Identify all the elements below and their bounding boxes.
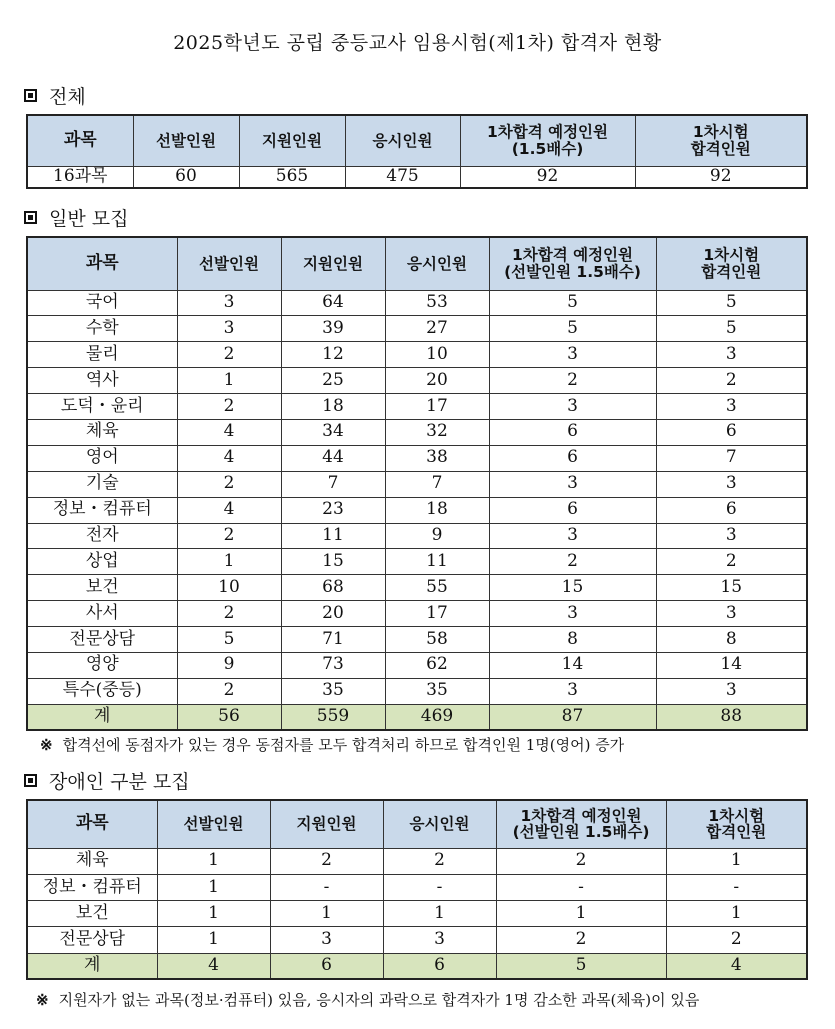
value-cell: 71 xyxy=(281,627,385,653)
column-header: 지원인원 xyxy=(281,237,385,290)
value-cell: 3 xyxy=(270,927,383,953)
reference-mark: ※ xyxy=(40,736,53,754)
value-cell: 5 xyxy=(656,316,807,342)
value-cell: 2 xyxy=(177,394,281,420)
table-row xyxy=(27,471,807,497)
table-row xyxy=(27,497,807,523)
value-cell: 15 xyxy=(281,549,385,575)
subject-cell: 체육 xyxy=(27,848,157,874)
footnote-text: 지원자가 없는 과목(정보·컴퓨터) 있음, 응시자의 과락으로 합격자가 1명 감소한 과목(체육)이 있음 xyxy=(58,991,700,1009)
value-cell: 39 xyxy=(281,316,385,342)
value-cell: 88 xyxy=(656,704,807,730)
subject-cell: 기술 xyxy=(27,471,177,497)
column-header: 응시인원 xyxy=(385,237,489,290)
section-heading-overall xyxy=(24,82,86,109)
value-cell: 18 xyxy=(385,497,489,523)
general-recruitment-table xyxy=(26,236,808,731)
value-cell: 7 xyxy=(385,471,489,497)
value-cell: 9 xyxy=(385,523,489,549)
value-cell: 2 xyxy=(177,342,281,368)
value-cell: 2 xyxy=(177,678,281,704)
value-cell: 5 xyxy=(496,953,666,979)
value-cell: 3 xyxy=(656,394,807,420)
value-cell: 6 xyxy=(489,497,656,523)
value-cell: 10 xyxy=(385,342,489,368)
value-cell: 18 xyxy=(281,394,385,420)
value-cell: 8 xyxy=(489,627,656,653)
value-cell: 4 xyxy=(177,419,281,445)
value-cell: 2 xyxy=(656,549,807,575)
value-cell: 3 xyxy=(489,342,656,368)
subject-cell: 국어 xyxy=(27,290,177,316)
column-header: 선발인원 xyxy=(177,237,281,290)
value-cell: 2 xyxy=(496,848,666,874)
value-cell: 3 xyxy=(177,290,281,316)
value-cell: 2 xyxy=(383,848,496,874)
section-title: 일반 모집 xyxy=(49,208,129,230)
table-row xyxy=(27,419,807,445)
value-cell: 1 xyxy=(157,927,270,953)
value-cell: 1 xyxy=(270,901,383,927)
section-heading-disabled xyxy=(24,767,190,794)
value-cell: 53 xyxy=(385,290,489,316)
column-header: 1차합격 예정인원 (1.5배수) xyxy=(460,115,635,166)
table-row xyxy=(27,342,807,368)
value-cell: 4 xyxy=(157,953,270,979)
column-header: 1차합격 예정인원 (선발인원 1.5배수) xyxy=(496,800,666,848)
value-cell: 1 xyxy=(383,901,496,927)
subject-cell: 계 xyxy=(27,704,177,730)
column-header: 응시인원 xyxy=(345,115,460,166)
value-cell: 4 xyxy=(177,445,281,471)
table-row xyxy=(27,549,807,575)
value-cell: 3 xyxy=(656,601,807,627)
value-cell: 68 xyxy=(281,575,385,601)
value-cell: 32 xyxy=(385,419,489,445)
value-cell: 3 xyxy=(489,394,656,420)
table-row xyxy=(27,523,807,549)
table-row xyxy=(27,901,807,927)
value-cell: 1 xyxy=(666,848,807,874)
value-cell: 10 xyxy=(177,575,281,601)
value-cell: 6 xyxy=(489,419,656,445)
value-cell: 2 xyxy=(177,471,281,497)
value-cell: 565 xyxy=(239,166,345,188)
value-cell: 55 xyxy=(385,575,489,601)
value-cell: 4 xyxy=(666,953,807,979)
value-cell: 1 xyxy=(157,848,270,874)
value-cell: 25 xyxy=(281,368,385,394)
value-cell: 1 xyxy=(177,368,281,394)
value-cell: 6 xyxy=(656,419,807,445)
table-row xyxy=(27,575,807,601)
header-row xyxy=(27,237,807,290)
value-cell: 44 xyxy=(281,445,385,471)
general-footnote xyxy=(40,734,624,755)
value-cell: - xyxy=(666,874,807,900)
value-cell: 27 xyxy=(385,316,489,342)
value-cell: 20 xyxy=(385,368,489,394)
value-cell: 1 xyxy=(177,549,281,575)
value-cell: 60 xyxy=(133,166,239,188)
subject-cell: 보건 xyxy=(27,575,177,601)
subject-cell: 상업 xyxy=(27,549,177,575)
table-row xyxy=(27,601,807,627)
section-title: 전체 xyxy=(49,86,86,108)
total-row xyxy=(27,704,807,730)
subject-cell: 전문상담 xyxy=(27,927,157,953)
column-header: 과목 xyxy=(27,115,133,166)
column-header: 선발인원 xyxy=(157,800,270,848)
value-cell: 3 xyxy=(489,601,656,627)
value-cell: 38 xyxy=(385,445,489,471)
value-cell: 56 xyxy=(177,704,281,730)
value-cell: 3 xyxy=(489,471,656,497)
section-title: 장애인 구분 모집 xyxy=(49,771,190,793)
value-cell: - xyxy=(383,874,496,900)
table-row xyxy=(27,678,807,704)
column-header: 지원인원 xyxy=(270,800,383,848)
reference-mark: ※ xyxy=(36,991,49,1009)
value-cell: 2 xyxy=(489,549,656,575)
table-row xyxy=(27,874,807,900)
value-cell: 2 xyxy=(270,848,383,874)
value-cell: 2 xyxy=(666,927,807,953)
value-cell: 3 xyxy=(383,927,496,953)
table-row xyxy=(27,316,807,342)
overall-table xyxy=(26,114,808,189)
subject-cell: 전문상담 xyxy=(27,627,177,653)
value-cell: 15 xyxy=(489,575,656,601)
table-row xyxy=(27,166,807,188)
column-header: 1차시험 합격인원 xyxy=(635,115,807,166)
table-row xyxy=(27,652,807,678)
section-heading-general xyxy=(24,204,128,231)
subject-cell: 16과목 xyxy=(27,166,133,188)
value-cell: 3 xyxy=(656,342,807,368)
table-row xyxy=(27,927,807,953)
value-cell: 3 xyxy=(656,471,807,497)
table-row xyxy=(27,290,807,316)
subject-cell: 계 xyxy=(27,953,157,979)
header-row xyxy=(27,115,807,166)
table-row xyxy=(27,368,807,394)
value-cell: 2 xyxy=(177,523,281,549)
value-cell: 64 xyxy=(281,290,385,316)
value-cell: 1 xyxy=(496,901,666,927)
column-header: 지원인원 xyxy=(239,115,345,166)
value-cell: 5 xyxy=(656,290,807,316)
header-row xyxy=(27,800,807,848)
column-header: 1차시험 합격인원 xyxy=(666,800,807,848)
value-cell: 92 xyxy=(635,166,807,188)
column-header: 1차시험 합격인원 xyxy=(656,237,807,290)
subject-cell: 영양 xyxy=(27,652,177,678)
square-bullet-icon xyxy=(24,89,37,102)
value-cell: 559 xyxy=(281,704,385,730)
value-cell: 1 xyxy=(157,901,270,927)
value-cell: 11 xyxy=(281,523,385,549)
value-cell: 12 xyxy=(281,342,385,368)
value-cell: 23 xyxy=(281,497,385,523)
value-cell: 6 xyxy=(270,953,383,979)
value-cell: 87 xyxy=(489,704,656,730)
value-cell: 11 xyxy=(385,549,489,575)
subject-cell: 도덕・윤리 xyxy=(27,394,177,420)
value-cell: 35 xyxy=(281,678,385,704)
subject-cell: 역사 xyxy=(27,368,177,394)
value-cell: 3 xyxy=(656,523,807,549)
column-header: 선발인원 xyxy=(133,115,239,166)
value-cell: 17 xyxy=(385,601,489,627)
subject-cell: 보건 xyxy=(27,901,157,927)
value-cell: 7 xyxy=(656,445,807,471)
value-cell: 35 xyxy=(385,678,489,704)
value-cell: 17 xyxy=(385,394,489,420)
subject-cell: 정보・컴퓨터 xyxy=(27,497,177,523)
value-cell: 20 xyxy=(281,601,385,627)
value-cell: 1 xyxy=(666,901,807,927)
square-bullet-icon xyxy=(24,774,37,787)
value-cell: 5 xyxy=(177,627,281,653)
value-cell: 2 xyxy=(656,368,807,394)
page-title: 2025학년도 공립 중등교사 임용시험(제1차) 합격자 현황 xyxy=(173,32,662,54)
value-cell: 3 xyxy=(489,523,656,549)
value-cell: 3 xyxy=(656,678,807,704)
column-header: 과목 xyxy=(27,800,157,848)
value-cell: 475 xyxy=(345,166,460,188)
total-row xyxy=(27,953,807,979)
value-cell: 5 xyxy=(489,316,656,342)
value-cell: 15 xyxy=(656,575,807,601)
value-cell: - xyxy=(496,874,666,900)
value-cell: 7 xyxy=(281,471,385,497)
value-cell: 2 xyxy=(177,601,281,627)
subject-cell: 정보・컴퓨터 xyxy=(27,874,157,900)
table-row xyxy=(27,848,807,874)
table-row xyxy=(27,627,807,653)
value-cell: 4 xyxy=(177,497,281,523)
value-cell: 5 xyxy=(489,290,656,316)
value-cell: - xyxy=(270,874,383,900)
disabled-footnote xyxy=(36,989,699,1010)
value-cell: 2 xyxy=(489,368,656,394)
table-row xyxy=(27,445,807,471)
column-header: 과목 xyxy=(27,237,177,290)
value-cell: 9 xyxy=(177,652,281,678)
value-cell: 73 xyxy=(281,652,385,678)
value-cell: 6 xyxy=(489,445,656,471)
value-cell: 92 xyxy=(460,166,635,188)
value-cell: 62 xyxy=(385,652,489,678)
value-cell: 14 xyxy=(489,652,656,678)
subject-cell: 특수(중등) xyxy=(27,678,177,704)
footnote-text: 합격선에 동점자가 있는 경우 동점자를 모두 합격처리 하므로 합격인원 1명(영어) 증가 xyxy=(62,736,625,754)
square-bullet-icon xyxy=(24,211,37,224)
value-cell: 3 xyxy=(177,316,281,342)
value-cell: 2 xyxy=(496,927,666,953)
subject-cell: 수학 xyxy=(27,316,177,342)
value-cell: 469 xyxy=(385,704,489,730)
value-cell: 1 xyxy=(157,874,270,900)
subject-cell: 물리 xyxy=(27,342,177,368)
value-cell: 8 xyxy=(656,627,807,653)
disabled-recruitment-table xyxy=(26,799,808,980)
table-row xyxy=(27,394,807,420)
value-cell: 3 xyxy=(489,678,656,704)
value-cell: 58 xyxy=(385,627,489,653)
subject-cell: 사서 xyxy=(27,601,177,627)
subject-cell: 영어 xyxy=(27,445,177,471)
value-cell: 6 xyxy=(383,953,496,979)
subject-cell: 체육 xyxy=(27,419,177,445)
value-cell: 6 xyxy=(656,497,807,523)
column-header: 1차합격 예정인원 (선발인원 1.5배수) xyxy=(489,237,656,290)
column-header: 응시인원 xyxy=(383,800,496,848)
value-cell: 34 xyxy=(281,419,385,445)
subject-cell: 전자 xyxy=(27,523,177,549)
value-cell: 14 xyxy=(656,652,807,678)
